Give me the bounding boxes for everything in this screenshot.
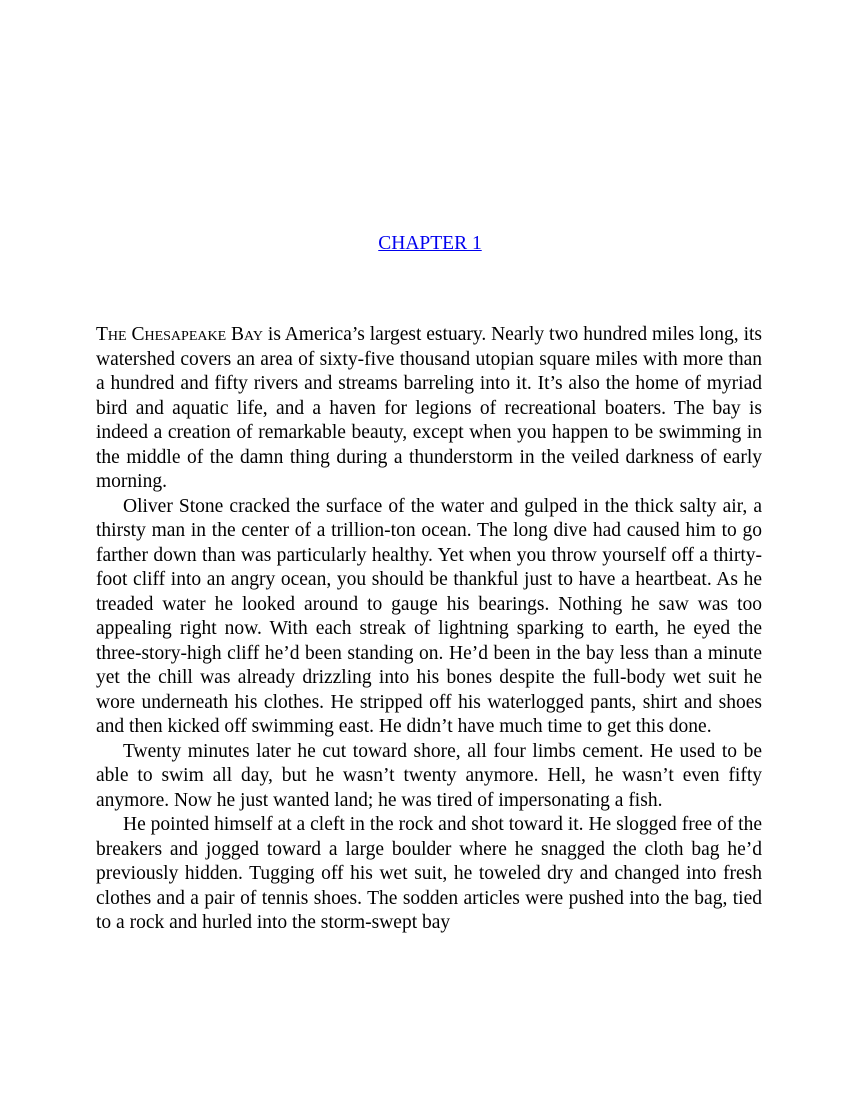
paragraph-4: He pointed himself at a cleft in the rock and shot toward it. He slogged free of the breakers and jogged toward a large boulder where he snagged the cloth bag he’d previously hidden. Tugging off his wet suit, he toweled dry and changed into fresh clothes and a pair of tennis shoes. The sodden articles were pushed into the bag, tied to a rock and hurled into the storm-swept bay (96, 814, 762, 933)
paragraph-3: Twenty minutes later he cut toward shore, all four limbs cement. He used to be able to swim all day, but he wasn’t twenty anymore. Hell, he wasn’t even fifty anymore. Now he just wanted land; he was tired of impersonating a fish. (96, 740, 762, 811)
paragraph-2: Oliver Stone cracked the surface of the water and gulped in the thick salty air, a thirsty man in the center of a trillion-ton ocean. The long dive had caused him to go farther down than was particularly healthy. Yet when you throw yourself off a thirty-foot cliff into an angry ocean, you should be thankful just to have a heartbeat. As he treaded water he looked around to gauge his bearings. Nothing he saw was too appealing right now. With each streak of lightning sparking to earth, he eyed the three-story-high cliff he’d been standing on. He’d been in the bay less than a minute yet the chill was already drizzling into his bones despite the full-body wet suit he wore underneath his clothes. He stripped off his waterlogged pants, shirt and shoes and then kicked off swimming east. He didn’t have much time to get this done. (96, 495, 762, 737)
chapter-heading (0, 232, 860, 256)
paragraph-1 (96, 323, 762, 495)
chapter-title-link[interactable]: CHAPTER 1 (378, 233, 482, 254)
paragraph-lead-in: The Chesapeake Bay (96, 324, 263, 345)
paragraph-text: is America’s largest estuary. Nearly two hundred miles long, its watershed covers an area of sixty-five thousand utopian square miles with more than a hundred and fifty rivers and streams barreling into it. It’s also the home of myriad bird and aquatic life, and a haven for legions of recreational boaters. The bay is indeed a creation of remarkable beauty, except when you happen to be swimming in the middle of the damn thing during a thunderstorm in the veiled darkness of early morning. (96, 324, 762, 492)
chapter-body (96, 323, 762, 936)
